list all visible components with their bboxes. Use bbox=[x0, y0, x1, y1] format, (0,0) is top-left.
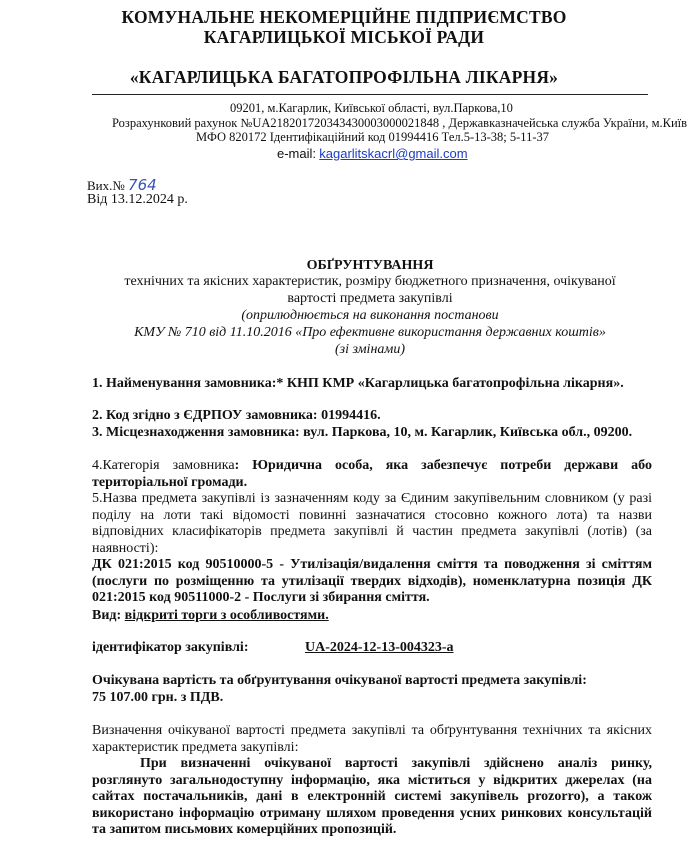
mfo-ids-line: МФО 820172 Ідентифікаційний код 01994416 Тел.5-13-38; 5-11-37 bbox=[196, 130, 550, 144]
procedure-type bbox=[92, 608, 652, 625]
procedure-type-label: Вид: bbox=[92, 608, 125, 623]
date-ref bbox=[87, 192, 188, 208]
outgoing-label: Вих.№ bbox=[87, 178, 125, 193]
org-name-line2: КАГАРЛИЦЬКОЇ МІСЬКОЇ РАДИ bbox=[203, 27, 485, 47]
hospital-name: «КАГАРЛИЦЬКА БАГАТОПРОФІЛЬНА ЛІКАРНЯ» bbox=[129, 67, 559, 87]
expected-cost-value: 75 107.00 грн. з ПДВ. bbox=[92, 690, 224, 705]
date-value: 13.12.2024 р. bbox=[110, 192, 188, 207]
org-name-line1: КОМУНАЛЬНЕ НЕКОМЕРЦІЙНЕ ПІДПРИЄМСТВО bbox=[121, 7, 567, 27]
header-divider bbox=[92, 94, 648, 95]
doc-subtitle-line5: (зі змінами) bbox=[335, 342, 405, 357]
doc-subtitle-line1: технічних та якісних характеристик, розміру бюджетного призначення, очікуваної bbox=[124, 274, 616, 289]
doc-heading: ОБҐРУНТУВАННЯ bbox=[306, 258, 434, 273]
expected-cost-heading: Очікувана вартість та обґрунтування очікуваної вартості предмета закупівлі: bbox=[92, 673, 587, 688]
cpv-codes: ДК 021:2015 код 90510000-5 - Утилізація/видалення сміття та поводження зі сміттям (послуги по розміщенню та утилізації твердих відходів), номенклатурна позиція ДК 021:2015 код 90511000-2 - Послуги зі збирання сміття. bbox=[92, 557, 652, 605]
email-link[interactable]: kagarlitskacrl@gmail.com bbox=[319, 146, 468, 161]
item-location: 3. Місцезнаходження замовника: вул. Паркова, 10, м. Кагарлик, Київська обл., 09200. bbox=[92, 425, 633, 440]
procurement-id-label: ідентифікатор закупівлі: bbox=[92, 640, 249, 655]
category-value: : Юридична особа, яка забезпечує потреби держави або територіальної громади. bbox=[92, 458, 652, 490]
doc-subtitle-line2: вартості предмета закупівлі bbox=[287, 291, 453, 306]
address-line: 09201, м.Кагарлик, Київської області, вул.Паркова,10 bbox=[230, 101, 513, 115]
bank-account-line: Розрахунковий рахунок №UA218201720343430003000021848 , Державказначейська служба України, м.Київ bbox=[112, 116, 688, 130]
category-label: 4.Категорія замовника bbox=[92, 458, 235, 473]
doc-subtitle-line3: (оприлюднюється на виконання постанови bbox=[241, 308, 499, 323]
market-analysis-text: При визначенні очікуваної вартості закупівлі здійснено аналіз ринку, розглянуто загальнодоступну інформацію, яка міститься у відкритих джерелах (на сайтах постачальників, дані в електронній системі закупівель prozorro), а також використано інформацію отриману шляхом проведення усних ринкових консультацій та запитом письмових комерційних пропозицій. bbox=[92, 756, 652, 837]
item-customer-name: 1. Найменування замовника:* КНП КМР «Кагарлицька багатопрофільна лікарня». bbox=[92, 376, 624, 391]
cost-determination-text: Визначення очікуваної вартості предмета закупівлі та обґрунтування технічних та якісних характеристик предмета закупівлі: bbox=[92, 723, 652, 755]
date-label: Від bbox=[87, 192, 108, 207]
item-category bbox=[92, 458, 652, 491]
item-subject-description: 5.Назва предмета закупівлі із зазначенням коду за Єдиним закупівельним словником (у разі поділу на лоти такі відомості повинні зазначатися стосовно кожного лота) та назви відповідних класифікаторів предмета закупівлі й частин предмета закупівлі (лотів) (за наявності): bbox=[92, 491, 652, 556]
email-label: e-mail: bbox=[277, 146, 317, 161]
email-line bbox=[277, 146, 468, 162]
item-edrpou-code: 2. Код згідно з ЄДРПОУ замовника: 01994416. bbox=[92, 408, 381, 423]
procedure-type-value: відкриті торги з особливостями. bbox=[124, 608, 329, 623]
doc-subtitle-line4: КМУ № 710 від 11.10.2016 «Про ефективне використання державних коштів» bbox=[134, 325, 606, 340]
procurement-id-value: UA-2024-12-13-004323-a bbox=[305, 640, 454, 655]
outgoing-number: 764 bbox=[128, 176, 157, 194]
